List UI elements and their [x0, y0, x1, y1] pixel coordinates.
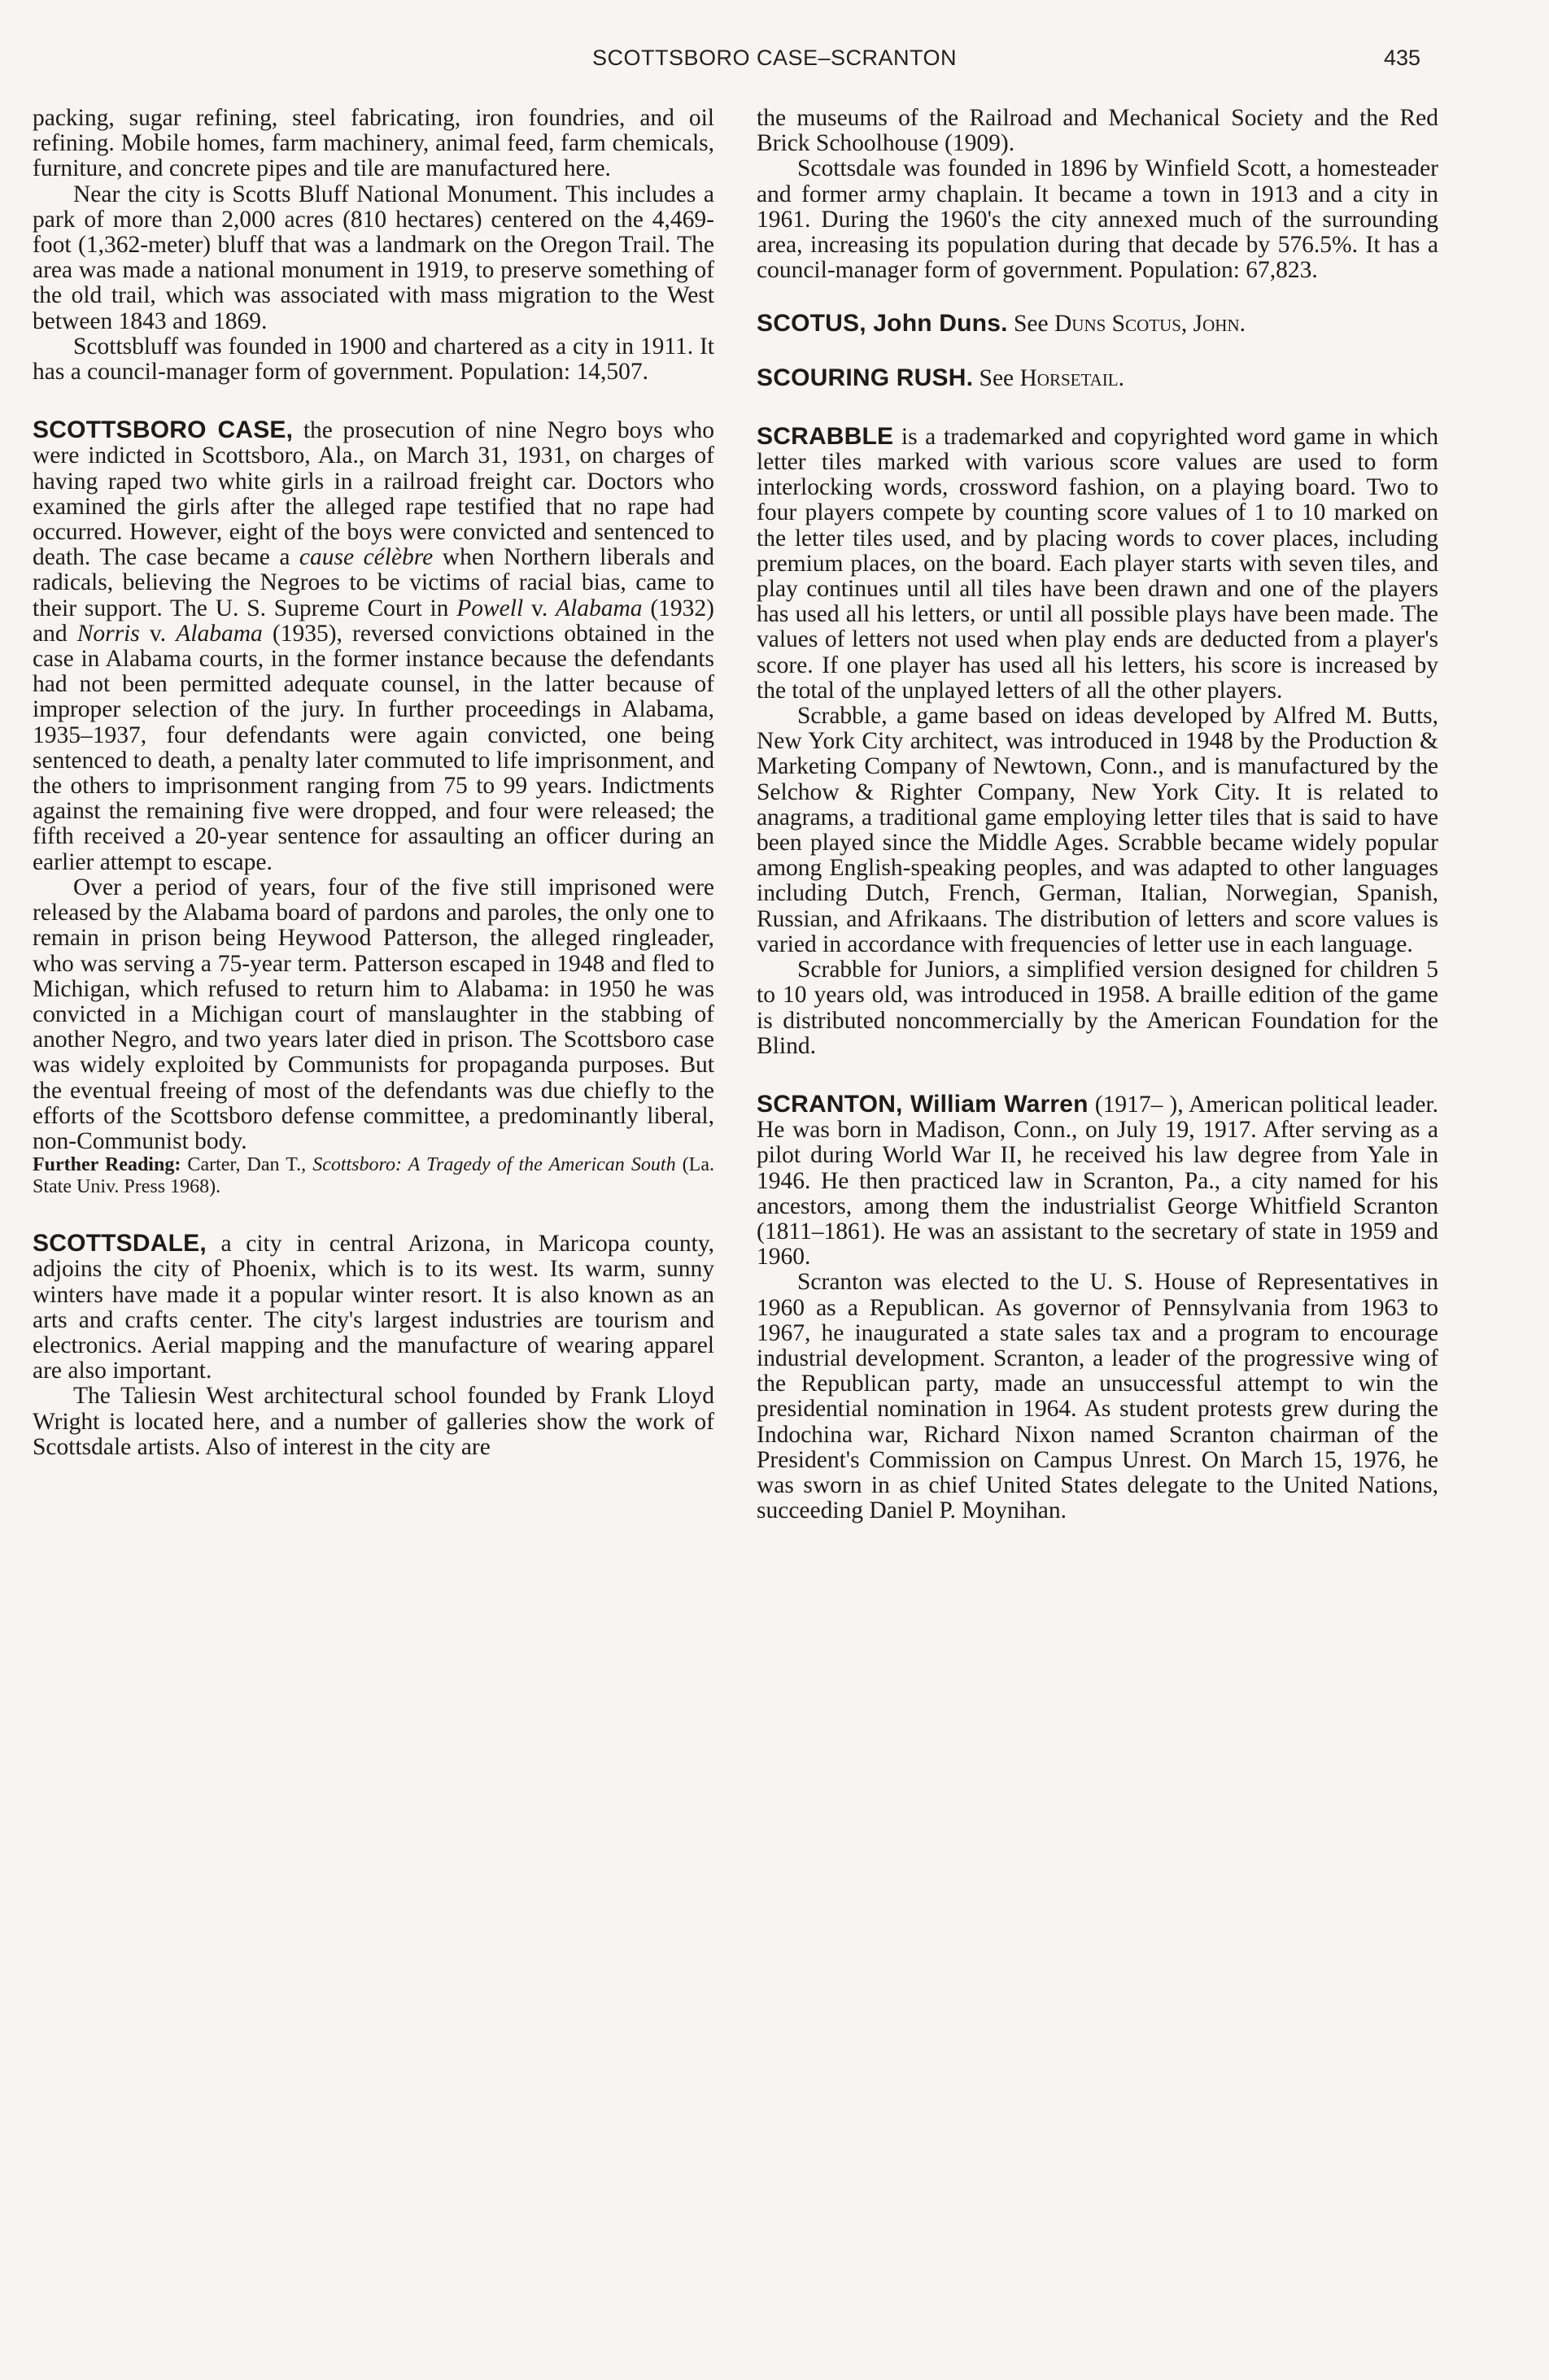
right-column: [757, 106, 1438, 1523]
entry-scotus: [757, 311, 1438, 337]
headword: SCRABBLE: [757, 422, 894, 450]
left-column: [33, 106, 714, 1460]
entry-scottsdale-continued: [757, 106, 1438, 283]
text-run: (1917– ),: [1088, 1091, 1184, 1118]
cross-reference-target: Duns Scotus, John: [1054, 311, 1240, 338]
running-title: SCOTTSBORO CASE–SCRANTON: [591, 46, 958, 70]
entry-scottsdale: [33, 1231, 714, 1460]
page-number: 435: [1383, 46, 1420, 70]
italic-text: Powell: [456, 595, 524, 621]
entry-scranton: [757, 1092, 1438, 1523]
further-reading-label: Further Reading:: [33, 1154, 181, 1176]
body-paragraph: Over a period of years, four of the five still imprisoned were released by the Alabama board of pardons and paroles, the only one to remain in prison being Heywood Patterson, the alleged ringleader, who was serving a 75-year term. Patterson escaped in 1948 and fled to Michigan, which refused to return him to Alabama: in 1950 he was convicted in a Michigan court of manslaughter in the stabbing of another Negro, and two years later died in prison. The Scottsboro case was widely exploited by Communists for propaganda purposes. But the eventual freeing of most of the defendants was due chiefly to the efforts of the Scottsboro defense committee, a predominantly liberal, non-Communist body.: [33, 874, 714, 1154]
text-run: (La. State Univ. Press 1968).: [33, 1154, 714, 1198]
entry-scottsbluff-continued: [33, 106, 714, 385]
body-paragraph: Scrabble, a game based on ideas developed by Alfred M. Butts, New York City architect, was introduced in 1948 by the Production & Marketing Company of Newtown, Conn., and is manufactured by the Selchow & Righter Company, New York City. It is related to anagrams, a traditional game employing letter tiles that is said to have been played since the Middle Ages. Scrabble became widely popular among English-speaking peoples, and was adapted to other languages including Dutch, French, German, Italian, Norwegian, Spanish, Russian, and Afrikaans. The distribution of letters and score values is varied in accordance with frequencies of letter use in each language.: [757, 703, 1438, 957]
entry-scottsboro-case: [33, 417, 714, 1198]
body-paragraph: The Taliesin West architectural school founded by Frank Lloyd Wright is located here, and a number of galleries show the work of Scottsdale artists. Also of interest in the city are: [33, 1383, 714, 1460]
body-paragraph: Scrabble for Juniors, a simplified version designed for children 5 to 10 years old, was introduced in 1958. A braille edition of the game is distributed noncommercially by the American Foundation for the Blind.: [757, 957, 1438, 1059]
further-reading: [33, 1154, 714, 1198]
text-run: v.: [139, 620, 177, 647]
italic-text: cause célèbre: [299, 544, 434, 571]
cross-reference-target: Horsetail: [1019, 364, 1119, 391]
text-run: .: [1239, 311, 1246, 338]
italic-text: Scottsboro: A Tragedy of the American South: [312, 1154, 676, 1176]
italic-text: Norris: [76, 620, 140, 647]
text-run: a city in central Arizona, in Maricopa county, adjoins the city of Phoenix, which is to its west. Its warm, sunny winters have made it a popular winter resort. It is also known as an arts and crafts center. The city's largest industries are tourism and electronics. Aerial mapping and the manufacture of wearing apparel are also important.: [33, 1231, 714, 1384]
body-paragraph: Scranton was elected to the U. S. House of Representatives in 1960 as a Republican. As governor of Pennsylvania from 1963 to 1967, he inaugurated a state sales tax and a program to encourage industrial development. Scranton, a leader of the progressive wing of the Republican party, made an unsuccessful attempt to win the presidential nomination in 1964. As student protests grew during the Indochina war, Richard Nixon named Scranton chairman of the President's Commission on Campus Unrest. On March 15, 1976, he was sworn in as chief United States delegate to the United Nations, succeeding Daniel P. Moynihan.: [757, 1269, 1438, 1524]
entry-scrabble: [757, 424, 1438, 1059]
text-run: American political leader. He was born in Madison, Conn., on July 19, 1917. After serving as a pilot during World War II, he received his law degree from Yale in 1946. He then practiced law in Scranton, Pa., a city named for his ancestors, among them the industrialist George Whitfield Scranton (1811–1861). He was an assistant to the secretary of state in 1959 and 1960.: [757, 1091, 1438, 1271]
text-run: .: [1118, 364, 1124, 391]
body-paragraph: Scottsdale was founded in 1896 by Winfield Scott, a homesteader and former army chaplain. It became a town in 1913 and a city in 1961. During the 1960's the city annexed much of the surrounding area, increasing its population during that decade by 576.5%. It has a council-manager form of government. Population: 67,823.: [757, 155, 1438, 284]
text-run: when Northern liberals and radicals, believing the Negroes to be victims of racial bias, came to their support. The U. S. Supreme Court in: [33, 544, 715, 621]
body-paragraph: the museums of the Railroad and Mechanical Society and the Red Brick Schoolhouse (1909).: [757, 105, 1438, 157]
text-run: (1935), reversed convictions obtained in the case in Alabama courts, in the former instance because the defendants had not been permitted adequate counsel, in the latter because of improper selection of the jury. In further proceedings in Alabama, 1935–1937, four defendants were again convicted, one being sentenced to death, a penalty later commuted to life imprisonment, and the others to imprisonment ranging from 75 to 99 years. Indictments against the remaining five were dropped, and four were released; the fifth received a 20-year sentence for assaulting an officer during an earlier attempt to escape.: [33, 620, 714, 875]
text-run: See: [973, 364, 1020, 391]
italic-text: Alabama: [176, 620, 263, 647]
cross-reference: [757, 311, 1438, 337]
headword: SCOTTSDALE,: [33, 1230, 207, 1258]
body-paragraph: packing, sugar refining, steel fabricating, iron foundries, and oil refining. Mobile homes, farm machinery, animal feed, farm chemicals, furniture, and concrete pipes and tile are manufactured here.: [33, 105, 714, 182]
cross-reference: [757, 365, 1438, 391]
body-paragraph: [33, 1231, 714, 1384]
text-run: v.: [523, 595, 556, 621]
body-paragraph: [33, 417, 714, 875]
text-run: the prosecution of nine Negro boys who were indicted in Scottsboro, Ala., on March 31, 1931, on charges of having raped two white girls in a railroad freight car. Doctors who examined the girls after the alleged rape testified that no rape had occurred. However, eight of the boys were convicted and sentenced to death. The case became a: [33, 417, 715, 571]
body-paragraph: Scottsbluff was founded in 1900 and chartered as a city in 1911. It has a council-manager form of government. Population: 14,507.: [33, 333, 714, 386]
headword: SCOURING RUSH.: [757, 364, 974, 391]
body-paragraph: [757, 1092, 1438, 1270]
headword: SCRANTON, William Warren: [757, 1090, 1089, 1118]
text-run: is a trademarked and copyrighted word game in which letter tiles marked with various score values are used to form interlocking words, crossword fashion, on a playing board. Two to four players compete by counting score values of 1 to 10 marked on the letter tiles used, and by placing words to cover places, including premium places, on the board. Each player starts with seven tiles, and play continues until all tiles have been drawn and one of the players has used all his letters, or until all possible plays have been made. The values of letters not used when play ends are deducted from a player's score. If one player has used all his letters, his score is increased by the total of the unplayed letters of all the other players.: [757, 423, 1438, 704]
entry-scouring-rush: [757, 365, 1438, 391]
body-paragraph: [757, 424, 1438, 704]
italic-text: Alabama: [556, 595, 643, 621]
headword: SCOTTSBORO CASE,: [33, 416, 294, 444]
running-head: [0, 46, 1549, 78]
text-run: See: [1007, 311, 1054, 338]
text-run: Carter, Dan T.,: [181, 1154, 313, 1176]
text-run: (1932) and: [33, 595, 715, 647]
headword: SCOTUS, John Duns.: [757, 310, 1008, 338]
body-paragraph: Near the city is Scotts Bluff National Monument. This includes a park of more than 2,000 acres (810 hectares) centered on the 4,469-foot (1,362-meter) bluff that was a landmark on the Oregon Trail. The area was made a national monument in 1919, to preserve something of the old trail, which was associated with mass migration to the West between 1843 and 1869.: [33, 181, 714, 334]
